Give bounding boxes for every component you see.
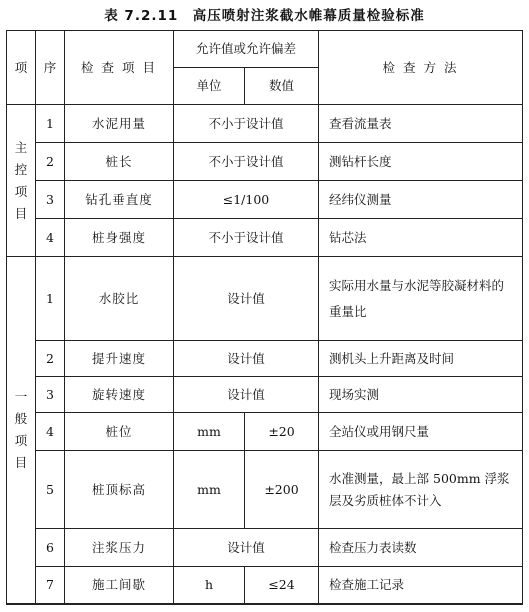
row-value: ±200 <box>245 451 319 529</box>
table-row <box>7 105 523 143</box>
row-seq: 1 <box>36 257 65 341</box>
row-item: 旋转速度 <box>65 377 174 413</box>
row-item: 提升速度 <box>65 341 174 377</box>
row-seq: 3 <box>36 377 65 413</box>
row-allowance: 不小于设计值 <box>174 219 319 257</box>
row-seq: 4 <box>36 219 65 257</box>
row-item: 水泥用量 <box>65 105 174 143</box>
row-seq: 2 <box>36 341 65 377</box>
row-item: 施工间歇 <box>65 567 174 604</box>
row-value: ±20 <box>245 413 319 451</box>
quality-standard-table <box>6 30 523 605</box>
header-category: 项 <box>7 31 36 105</box>
row-allowance: 设计值 <box>174 377 319 413</box>
row-allowance: 不小于设计值 <box>174 105 319 143</box>
row-method: 检查施工记录 <box>319 567 523 604</box>
row-allowance: 不小于设计值 <box>174 143 319 181</box>
row-seq: 4 <box>36 413 65 451</box>
table-row <box>7 257 523 341</box>
row-method: 测钻杆长度 <box>319 143 523 181</box>
row-item: 桩长 <box>65 143 174 181</box>
group-main-label: 主 控 项 目 <box>7 105 36 257</box>
row-method: 全站仪或用钢尺量 <box>319 413 523 451</box>
table-row <box>7 567 523 604</box>
row-value: ≤24 <box>245 567 319 604</box>
row-method: 钻芯法 <box>319 219 523 257</box>
row-seq: 7 <box>36 567 65 604</box>
row-unit: mm <box>174 451 245 529</box>
table-row <box>7 219 523 257</box>
row-item: 注浆压力 <box>65 529 174 567</box>
table-row <box>7 529 523 567</box>
row-method: 测机头上升距离及时间 <box>319 341 523 377</box>
row-item: 桩位 <box>65 413 174 451</box>
header-value: 数值 <box>245 68 319 105</box>
header-row <box>7 31 523 68</box>
row-method: 实际用水量与水泥等胶凝材料的重量比 <box>319 257 523 341</box>
table-row <box>7 143 523 181</box>
header-item: 检 查 项 目 <box>65 31 174 105</box>
row-allowance: 设计值 <box>174 257 319 341</box>
header-allowance: 允许值或允许偏差 <box>174 31 319 68</box>
row-seq: 1 <box>36 105 65 143</box>
table-row <box>7 451 523 529</box>
row-method: 水准测量，最上部 500mm 浮浆层及劣质桩体不计入 <box>319 451 523 529</box>
header-unit: 单位 <box>174 68 245 105</box>
row-unit: h <box>174 567 245 604</box>
row-item: 水胶比 <box>65 257 174 341</box>
row-unit: mm <box>174 413 245 451</box>
row-allowance: 设计值 <box>174 341 319 377</box>
row-allowance: ≤1/100 <box>174 181 319 219</box>
row-method: 查看流量表 <box>319 105 523 143</box>
row-seq: 3 <box>36 181 65 219</box>
row-item: 桩顶标高 <box>65 451 174 529</box>
header-seq: 序 <box>36 31 65 105</box>
table-title: 表 7.2.11 高压喷射注浆截水帷幕质量检验标准 <box>104 8 425 24</box>
header-method: 检 查 方 法 <box>319 31 523 105</box>
table-row <box>7 413 523 451</box>
row-allowance: 设计值 <box>174 529 319 567</box>
row-method: 检查压力表读数 <box>319 529 523 567</box>
table-row <box>7 341 523 377</box>
row-method: 经纬仪测量 <box>319 181 523 219</box>
group-general-label: 一 般 项 目 <box>7 257 36 604</box>
row-method: 现场实测 <box>319 377 523 413</box>
row-item: 桩身强度 <box>65 219 174 257</box>
row-item: 钻孔垂直度 <box>65 181 174 219</box>
row-seq: 2 <box>36 143 65 181</box>
row-seq: 6 <box>36 529 65 567</box>
row-seq: 5 <box>36 451 65 529</box>
table-row <box>7 377 523 413</box>
table-row <box>7 181 523 219</box>
